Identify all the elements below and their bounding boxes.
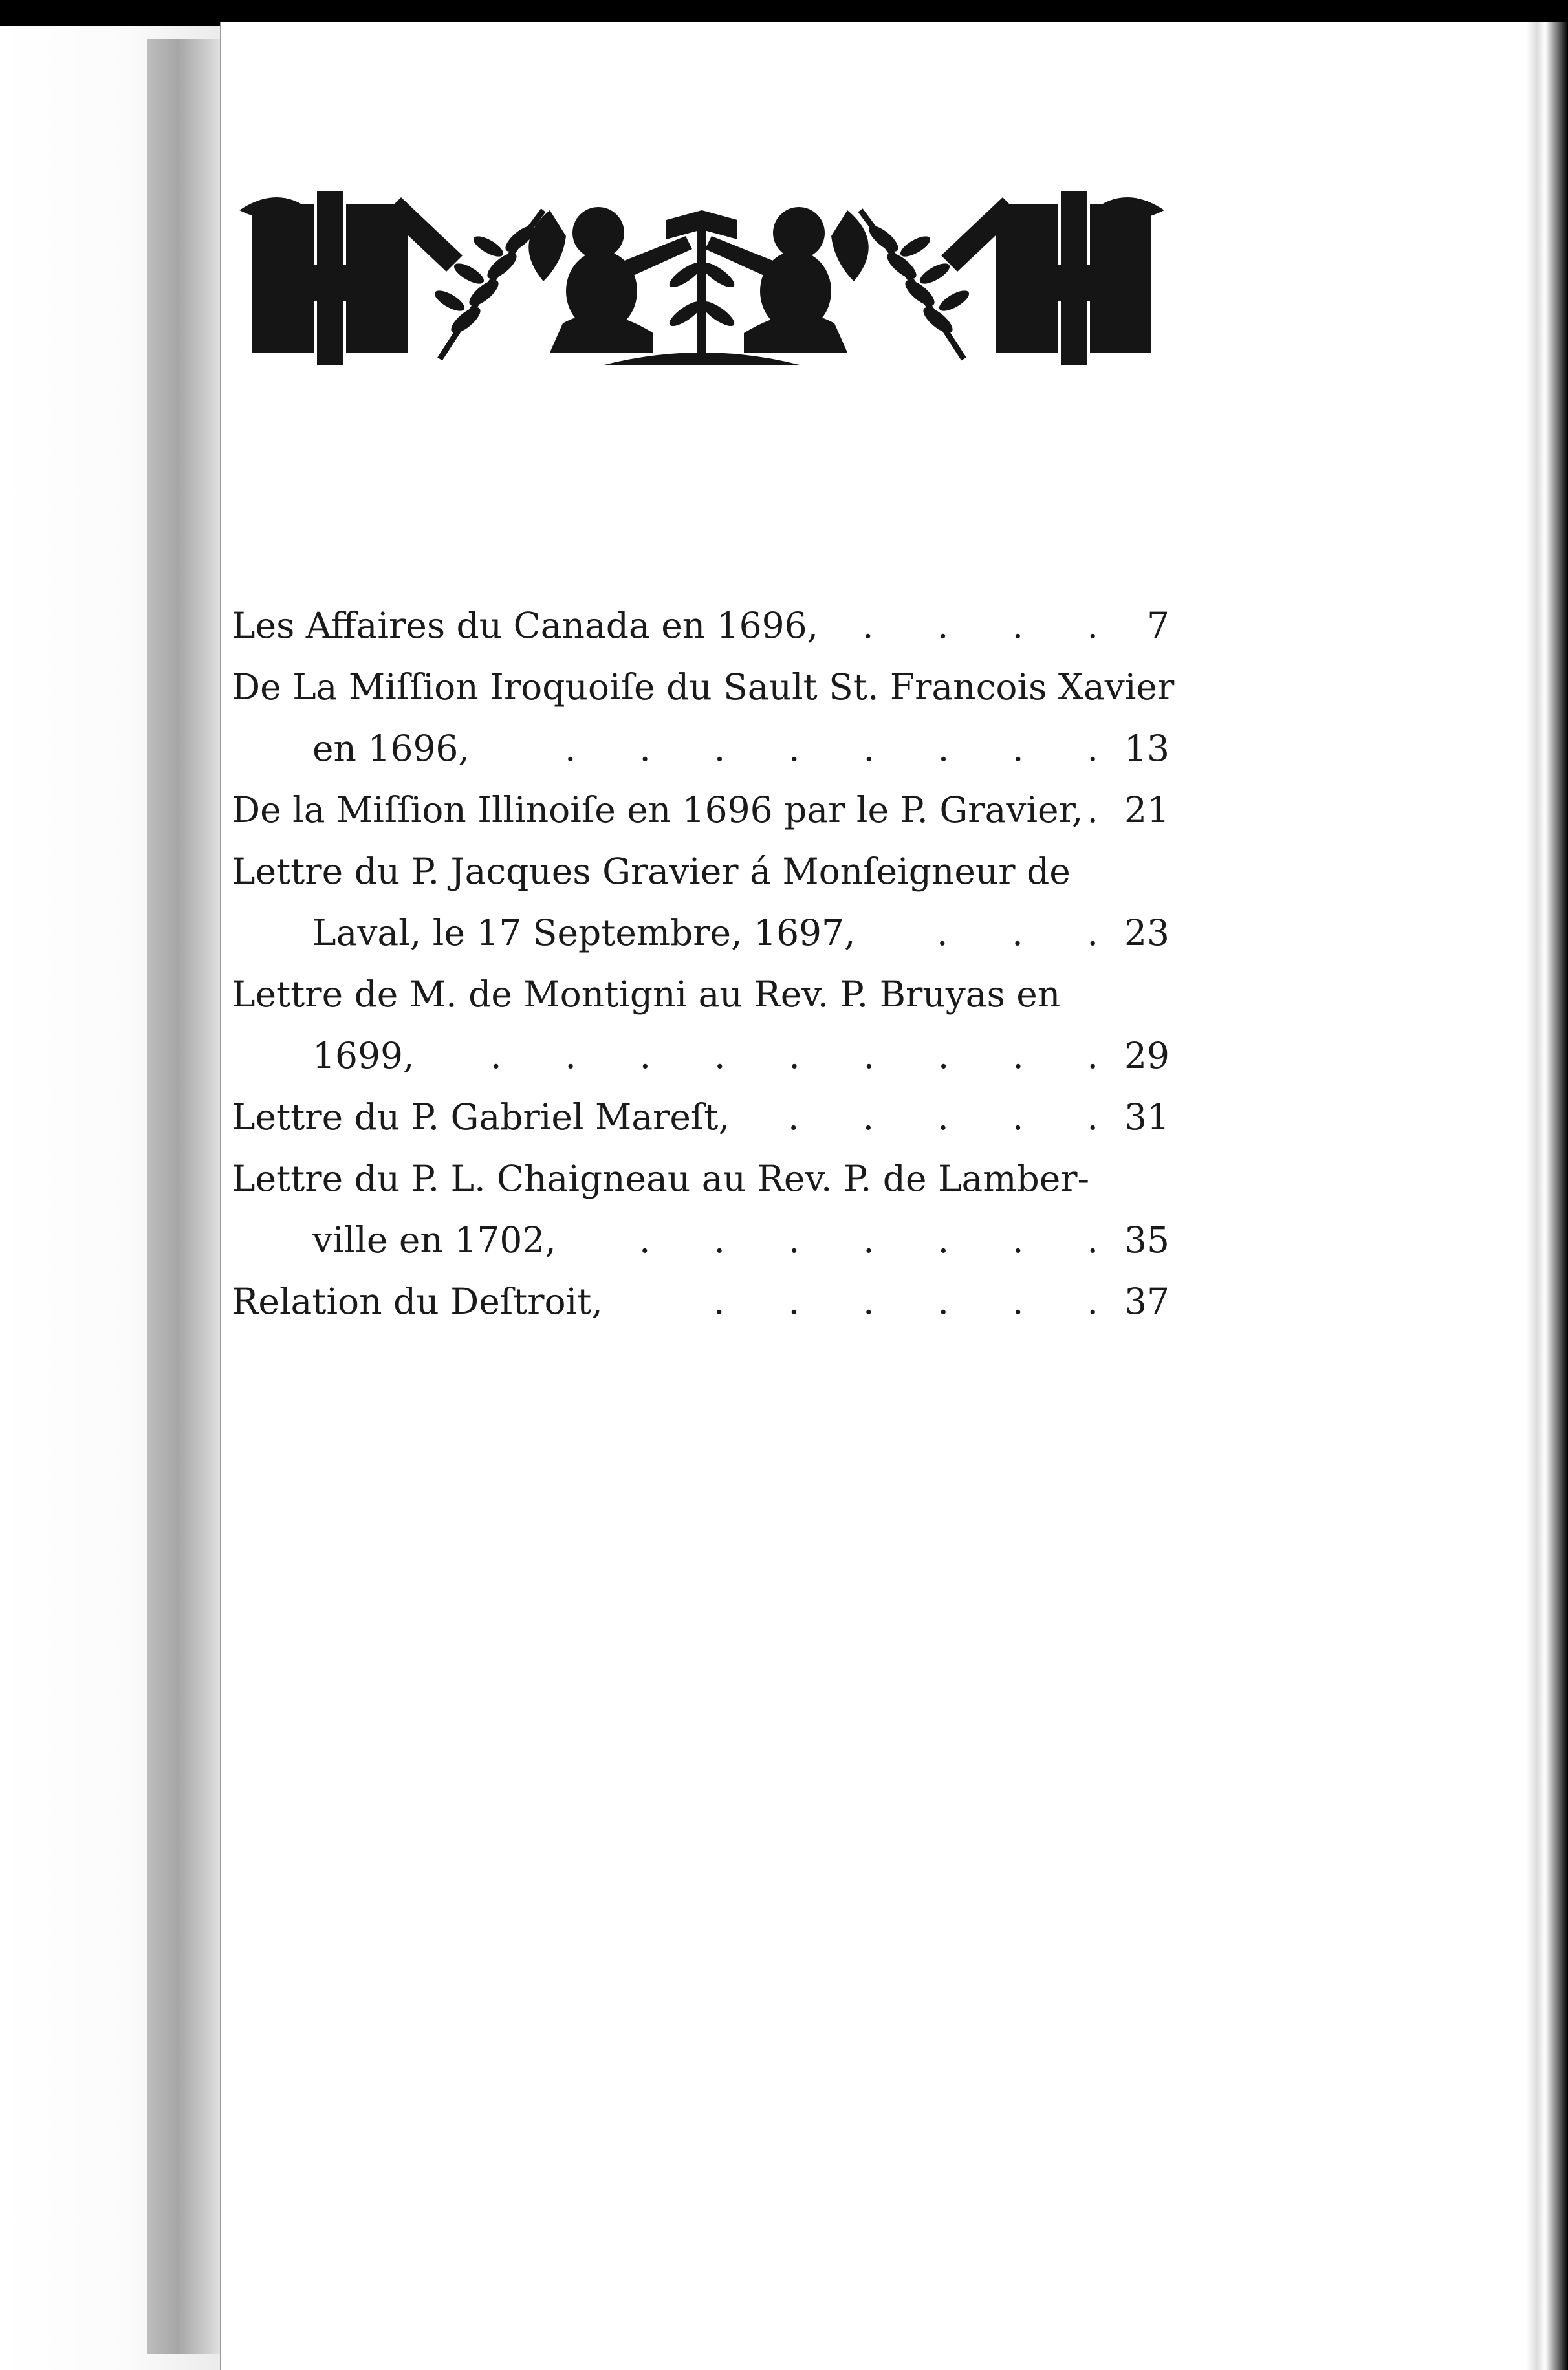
toc-entry-continuation: 1699,	[312, 1035, 415, 1076]
leader-dot: .	[937, 1219, 950, 1261]
dot-leader	[788, 1087, 1098, 1148]
toc-page-number: 35	[1124, 1219, 1170, 1261]
leader-dot: .	[789, 1035, 800, 1076]
toc-entry-title: Relation du Deſtroit,	[232, 1281, 603, 1322]
leader-dot: .	[862, 605, 874, 646]
toc-entry-title: De La Miſſion Iroquoiſe du Sault St. Francois Xavier	[232, 666, 1175, 708]
leader-dot: .	[565, 1035, 576, 1076]
leader-dot: .	[639, 1219, 651, 1261]
leader-dot: .	[713, 1219, 725, 1261]
toc-line	[232, 902, 1170, 964]
leader-dot: .	[1087, 1096, 1098, 1138]
leader-dot: .	[937, 912, 948, 953]
leader-dot: .	[1012, 728, 1024, 769]
leader-dot: .	[937, 728, 950, 769]
leader-dot: .	[937, 605, 949, 646]
toc-line	[232, 1148, 1170, 1210]
toc-line	[232, 595, 1170, 657]
toc-entry-title: Lettre de M. de Montigni au Rev. P. Bruyas en	[232, 973, 1061, 1015]
leader-dot: .	[639, 728, 651, 769]
dot-leader	[1085, 779, 1098, 841]
leader-dot: .	[937, 1281, 949, 1322]
leader-dot: .	[937, 1035, 950, 1076]
toc-page-number: 23	[1124, 912, 1170, 953]
toc-line	[232, 779, 1170, 841]
leader-dot: .	[937, 1096, 949, 1138]
leader-dot: .	[1087, 1035, 1098, 1076]
leader-dot: .	[1087, 1219, 1098, 1261]
leader-dot: .	[1012, 1281, 1024, 1322]
dot-leader	[937, 902, 1098, 964]
leader-dot: .	[1087, 789, 1098, 831]
toc-entry-continuation: en 1696,	[312, 728, 470, 769]
toc-entry-title: Lettre du P. L. Chaigneau au Rev. P. de Lamber-	[232, 1158, 1090, 1199]
toc-entry-title: Lettre du P. Gabriel Mareſt,	[232, 1096, 730, 1138]
leader-dot: .	[862, 1096, 875, 1138]
dot-leader	[490, 1025, 1098, 1087]
leader-dot: .	[1012, 1096, 1024, 1138]
dot-leader	[639, 1210, 1098, 1271]
leader-dot: .	[1087, 1281, 1098, 1322]
headpiece-ornament	[239, 184, 1164, 372]
toc-line	[232, 1025, 1170, 1087]
toc-line	[232, 718, 1170, 779]
dot-leader	[862, 595, 1098, 657]
leader-dot: .	[1012, 1035, 1024, 1076]
leader-dot: .	[1087, 912, 1098, 953]
toc-page-number: 13	[1124, 728, 1170, 769]
leader-dot: .	[639, 1035, 651, 1076]
toc-line	[232, 841, 1170, 902]
leader-dot: .	[863, 1219, 875, 1261]
toc-entry-title: De la Miſſion Illinoiſe en 1696 par le P. Gravier,	[232, 789, 1083, 831]
toc-page-number: 31	[1124, 1096, 1170, 1138]
page-right-edge	[1527, 22, 1568, 2370]
toc-line	[232, 1210, 1170, 1271]
toc-entry-continuation: ville en 1702,	[312, 1219, 556, 1261]
leader-dot: .	[713, 1281, 725, 1322]
toc-entry-continuation: Laval, le 17 Septembre, 1697,	[312, 912, 856, 953]
leader-dot: .	[1087, 728, 1098, 769]
toc-page-number: 37	[1124, 1281, 1170, 1322]
dot-leader	[565, 718, 1098, 779]
toc-entry-title: Lettre du P. Jacques Gravier á Monſeigneur de	[232, 851, 1071, 892]
leader-dot: .	[789, 728, 800, 769]
book-gutter-shadow	[147, 39, 224, 2354]
leader-dot: .	[863, 1281, 875, 1322]
toc-entry-title: Les Affaires du Canada en 1696,	[232, 605, 819, 646]
right-laurel-icon	[860, 210, 972, 359]
leader-dot: .	[713, 1035, 726, 1076]
leader-dot: .	[788, 1281, 800, 1322]
leader-dot: .	[490, 1035, 502, 1076]
toc-page-number: 29	[1124, 1035, 1170, 1076]
right-monogram-icon	[941, 191, 1164, 365]
table-of-contents	[232, 595, 1175, 1332]
leader-dot: .	[1012, 1219, 1024, 1261]
toc-line	[232, 964, 1170, 1025]
left-monogram-icon	[239, 191, 463, 365]
toc-line	[232, 657, 1175, 718]
leader-dot: .	[1012, 912, 1023, 953]
leader-dot: .	[1012, 605, 1024, 646]
leader-dot: .	[788, 1096, 800, 1138]
toc-page-number: 7	[1147, 605, 1170, 646]
leader-dot: .	[713, 728, 726, 769]
leader-dot: .	[788, 1219, 800, 1261]
dot-leader	[713, 1271, 1098, 1332]
toc-page-number: 21	[1124, 789, 1170, 831]
leader-dot: .	[863, 1035, 875, 1076]
leader-dot: .	[1087, 605, 1098, 646]
leader-dot: .	[565, 728, 576, 769]
left-laurel-icon	[431, 210, 543, 359]
leader-dot: .	[863, 728, 875, 769]
toc-line	[232, 1087, 1170, 1148]
toc-line	[232, 1271, 1170, 1332]
